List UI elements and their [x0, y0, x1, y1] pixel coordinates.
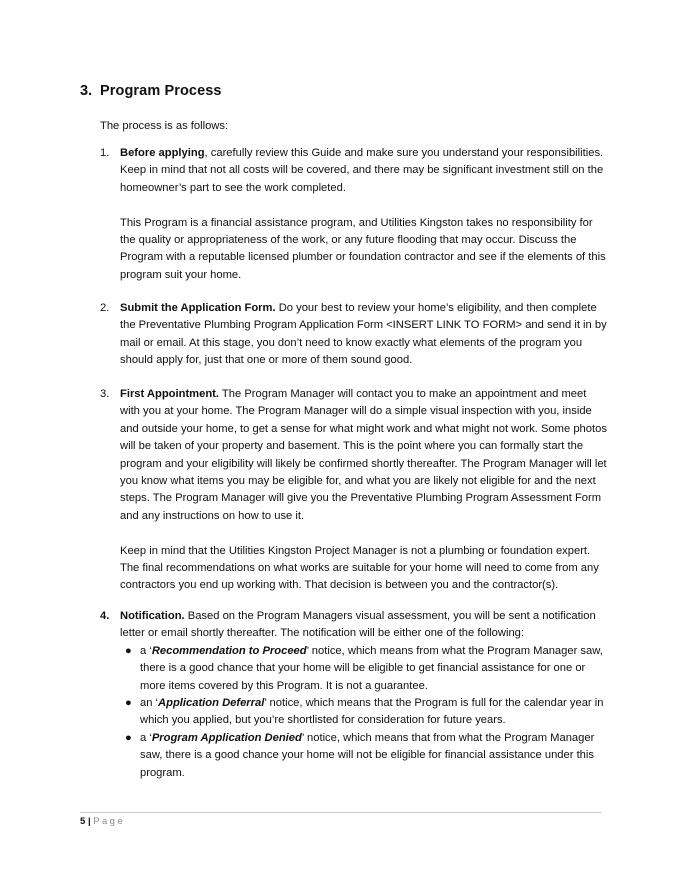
item-paragraph-2: This Program is a financial assistance program, and Utilities Kingston takes no responsibility for the quality or appropriateness of the work, or any future flooding that may occur. Discuss the Program with a reputable licensed plumber or foundation contractor and see if the elements of this program suit your home.	[120, 216, 606, 281]
page-label: Page	[93, 816, 126, 827]
page-number: 5	[80, 816, 86, 827]
item-text: The Program Manager will contact you to make an appointment and meet with you at your home. The Program Manager will do a simple visual inspection with you, inside and outside your home, to get a sense for what might work and what might not work. Some photos will be taken of your property and basement. This is the point where you can formally start the program and your eligibility will likely be confirmed shortly thereafter. The Program Manager will let you know what items you may be eligible for, and what you are likely not eligible for and the next steps. The Program Manager will give you the Preventative Plumbing Program Assessment Form and any instructions on how to use it.	[120, 388, 607, 522]
item-marker: 2.	[100, 302, 110, 314]
bullet-item: ● a ‘Program Application Denied’ notice, which means that from what the Program Manager saw, there is a good chance your home will not be eligible for financial assistance under this program.	[125, 731, 595, 779]
item-lead: Submit the Application Form.	[120, 302, 276, 314]
item-lead: Notification.	[120, 610, 185, 622]
section-title: Program Process	[100, 83, 222, 99]
list-item-before-applying	[100, 145, 608, 284]
item-lead: First Appointment.	[120, 388, 220, 400]
bullet-icon: ●	[125, 644, 132, 657]
section-heading	[80, 83, 222, 99]
item-paragraph	[120, 608, 608, 643]
item-paragraph	[120, 386, 608, 525]
page-footer	[80, 816, 125, 828]
bullet-term: Recommendation to Proceed	[151, 644, 307, 657]
item-paragraph	[120, 145, 608, 197]
item-paragraph	[120, 300, 608, 370]
item-lead: Before applying	[120, 147, 205, 159]
bullet-term: Application Deferral	[158, 697, 265, 710]
item-marker: 3.	[100, 388, 110, 400]
footer-separator: |	[87, 816, 91, 827]
item-text: Do your best to review your home’s eligibility, and then complete the Preventative Plumbing Program Application Form <INSERT LINK TO FORM> and send it in by mail or email. At this stage, you don’t need to know exactly what elements of the program you should apply for, just that one or more of them sound good.	[120, 302, 607, 367]
item-text: Based on the Program Managers visual assessment, you will be sent a notification letter or email shortly thereafter. The notification will be either one of the following:	[120, 610, 596, 640]
notification-bullet-list	[100, 643, 608, 782]
bullet-item: ● a ‘Recommendation to Proceed’ notice, which means from what the Program Manager saw, there is a good chance that your home will be eligible to get financial assistance for one or more items covered by this Program. It is not a guarantee.	[125, 644, 603, 692]
item-marker: 4.	[100, 610, 110, 622]
bullet-icon: ●	[125, 697, 132, 710]
list-item-first-appointment	[100, 386, 608, 595]
item-marker: 1.	[100, 147, 110, 159]
bullet-term: Program Application Denied	[151, 731, 302, 744]
footer-divider	[80, 812, 602, 813]
section-number: 3.	[80, 83, 93, 99]
item-paragraph-2: Keep in mind that the Utilities Kingston Project Manager is not a plumbing or foundation expert. The final recommendations on what works are suitable for your home will need to come from any contractors you end up working with. That decision is between you and the contractor(s).	[120, 544, 599, 592]
list-item-submit-application	[100, 300, 608, 370]
list-item-notification	[100, 608, 608, 782]
bullet-item: ● an ‘Application Deferral’ notice, which means that the Program is full for the calendar year in which you applied, but you’re shortlisted for consideration for future years.	[125, 697, 604, 727]
item-text: , carefully review this Guide and make sure you understand your responsibilities. Keep in mind that not all costs will be covered, and there may be significant investment still on the homeowner’s part to see the work completed.	[120, 147, 604, 194]
bullet-icon: ●	[125, 731, 132, 744]
intro-text: The process is as follows:	[100, 120, 229, 132]
